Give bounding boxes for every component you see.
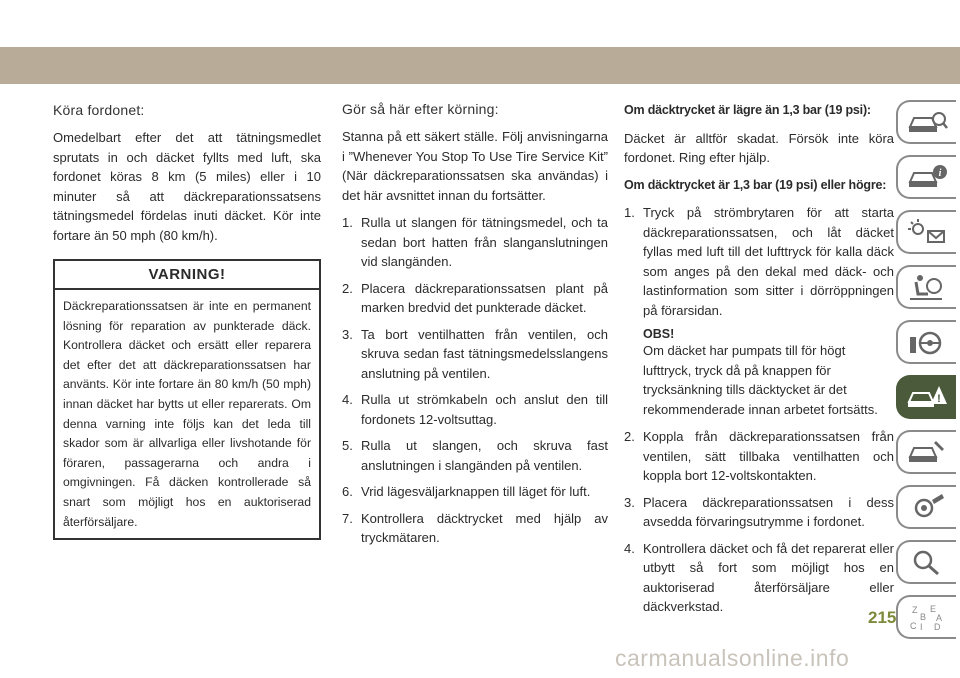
tab-car-warning[interactable] — [896, 375, 956, 419]
svg-text:B: B — [920, 612, 927, 622]
pressure-ok-steps — [624, 203, 894, 320]
step-text: Kontrollera däcktrycket med hjälp av tryckmätaren. — [361, 510, 608, 545]
tab-car-info[interactable] — [896, 155, 956, 199]
pressure-ok-heading: Om däcktrycket är 1,3 bar (19 psi) eller högre: — [624, 177, 887, 192]
step-text: Kontrollera däcket och få det reparerat eller utbytt så fort som möjligt hos en auktoriserad återförsäljare eller däckverkstad. — [643, 540, 894, 614]
tab-seat-airbag[interactable] — [896, 265, 956, 309]
header-band — [0, 47, 960, 84]
steering-wheel-icon — [906, 327, 948, 357]
index-search-icon — [906, 547, 948, 577]
list-item — [624, 203, 894, 320]
step-text: Placera däckreparationssatsen i dess avsedda förvaringsutrymme i fordonet. — [643, 494, 894, 529]
list-item — [624, 493, 894, 532]
note-title: OBS! — [643, 327, 675, 341]
svg-text:Z: Z — [912, 605, 918, 615]
footer-watermark: carmanualsonline.info — [615, 645, 850, 671]
step-text: Koppla från däckreparationssatsen från ventilen, sätt tillbaka ventilhatten och koppla bort 12-voltskontakten. — [643, 429, 894, 483]
tab-index-search[interactable] — [896, 540, 956, 584]
warning-body: Däckreparationssatsen är inte en permanent lösning för reparation av punkterade däck. Kontrollera däcket och ersätt eller reparera det efter det att däckreparationssatsen har använts. Kör inte fortare än 80 km/h (50 mph) innan däcket har bytts ut eller reparerats. Om denna varning inte följs kan det leda till skador som är allvarliga eller livshotande för föraren, passagerarna och andra i omgivningen. Få däcken kontrollerade så snart som möjligt hos en auktoriserad återförsäljare. — [63, 299, 311, 529]
driving-paragraph: Omedelbart efter det att tätningsmedlet sprutats in och däcket fyllts med luft, ska fordonet köras 8 km (5 miles) eller i 10 minuter så att däckreparationssatsens tätningsmedel fördelas inuti däcket. Kör inte fortare än 50 mph (80 km/h). — [53, 130, 321, 243]
step-number: 1. — [342, 215, 353, 230]
svg-text:C: C — [910, 621, 917, 631]
step-text: Rulla ut slangen, och skruva fast anslutningen i slangänden på ventilen. — [361, 438, 608, 473]
list-item — [624, 539, 894, 617]
list-item — [342, 436, 608, 475]
car-info-icon — [906, 162, 948, 192]
section-heading-driving: Köra fordonet: — [53, 102, 145, 118]
language-letters-icon — [906, 602, 948, 632]
column-1 — [53, 92, 321, 540]
maintenance-icon — [906, 492, 948, 522]
list-item — [342, 213, 608, 272]
column-3 — [624, 101, 894, 624]
warning-box — [53, 259, 321, 540]
tab-dashboard-lights[interactable] — [896, 210, 956, 254]
note-body: Om däcket har pumpats till för högt lufttryck, tryck då på knappen för trycksänkning tills däcktycket är det rekommenderade innan arbetet fortsätts. — [643, 343, 878, 417]
column-2 — [342, 92, 608, 555]
step-text: Placera däckreparationssatsen plant på marken bredvid det punkterade däcket. — [361, 280, 608, 315]
step-number: 4. — [342, 392, 353, 407]
pressure-ok-steps-continued — [624, 427, 894, 617]
tab-language[interactable] — [896, 595, 956, 639]
section-heading-after-driving: Gör så här efter körning: — [342, 101, 499, 117]
svg-text:E: E — [930, 604, 937, 614]
svg-text:i: i — [938, 168, 942, 179]
list-item — [342, 279, 608, 318]
step-number: 5. — [342, 438, 353, 453]
step-number: 2. — [624, 429, 635, 444]
step-text: Vrid lägesväljarknappen till läget för luft. — [361, 484, 591, 499]
tab-steering-wheel[interactable] — [896, 320, 956, 364]
tab-car-search[interactable] — [896, 100, 956, 144]
car-warning-icon — [906, 382, 948, 412]
car-service-icon — [906, 437, 948, 467]
warning-title: VARNING! — [55, 261, 319, 290]
step-text: Tryck på strömbrytaren för att starta däckreparationssatsen, och låt däcket fyllas med luft till det lufttryck för kalla däck som anges på den dekal med däck- och lastinformation som sitter i dörröppningen på förarsidan. — [643, 205, 894, 318]
dashboard-lights-icon — [906, 217, 948, 247]
step-number: 3. — [342, 326, 353, 342]
tab-maintenance[interactable] — [896, 485, 956, 529]
svg-text:D: D — [934, 622, 941, 632]
pressure-low-heading: Om däcktrycket är lägre än 1,3 bar (19 psi): — [624, 103, 871, 117]
step-number: 3. — [624, 494, 635, 510]
note-box — [624, 327, 894, 419]
list-item — [342, 325, 608, 384]
list-item — [342, 482, 608, 502]
tab-car-service[interactable] — [896, 430, 956, 474]
step-text: Rulla ut slangen för tätningsmedel, och ta sedan bort hatten från slanganslutningen vid slangänden. — [361, 215, 608, 269]
seat-airbag-icon — [906, 272, 948, 302]
car-search-icon — [906, 107, 948, 137]
step-text: Rulla ut strömkabeln och anslut den till fordonets 12-voltsuttag. — [361, 392, 608, 427]
step-number: 1. — [624, 205, 635, 220]
step-text: Ta bort ventilhatten från ventilen, och skruva sedan fast tätningsmedelsslangens anslutning på ventilen. — [361, 326, 608, 381]
step-number: 2. — [342, 280, 353, 296]
list-item — [624, 427, 894, 486]
after-driving-intro: Stanna på ett säkert ställe. Följ anvisningarna i ”Whenever You Stop To Use Tire Service Kit” (När däckreparationssatsen ska användas) i det här avsnittet innan du fortsätter. — [342, 129, 608, 203]
svg-text:I: I — [920, 622, 923, 632]
page-number: 215 — [868, 608, 897, 627]
after-driving-steps — [342, 213, 608, 548]
svg-text:!: ! — [937, 393, 941, 405]
list-item — [342, 509, 608, 548]
pressure-low-paragraph: Däcket är alltför skadat. Försök inte köra fordonet. Ring efter hjälp. — [624, 130, 894, 165]
list-item — [342, 390, 608, 429]
step-number: 7. — [342, 510, 353, 526]
step-number: 6. — [342, 484, 353, 499]
step-number: 4. — [624, 540, 635, 556]
svg-text:A: A — [936, 613, 943, 623]
